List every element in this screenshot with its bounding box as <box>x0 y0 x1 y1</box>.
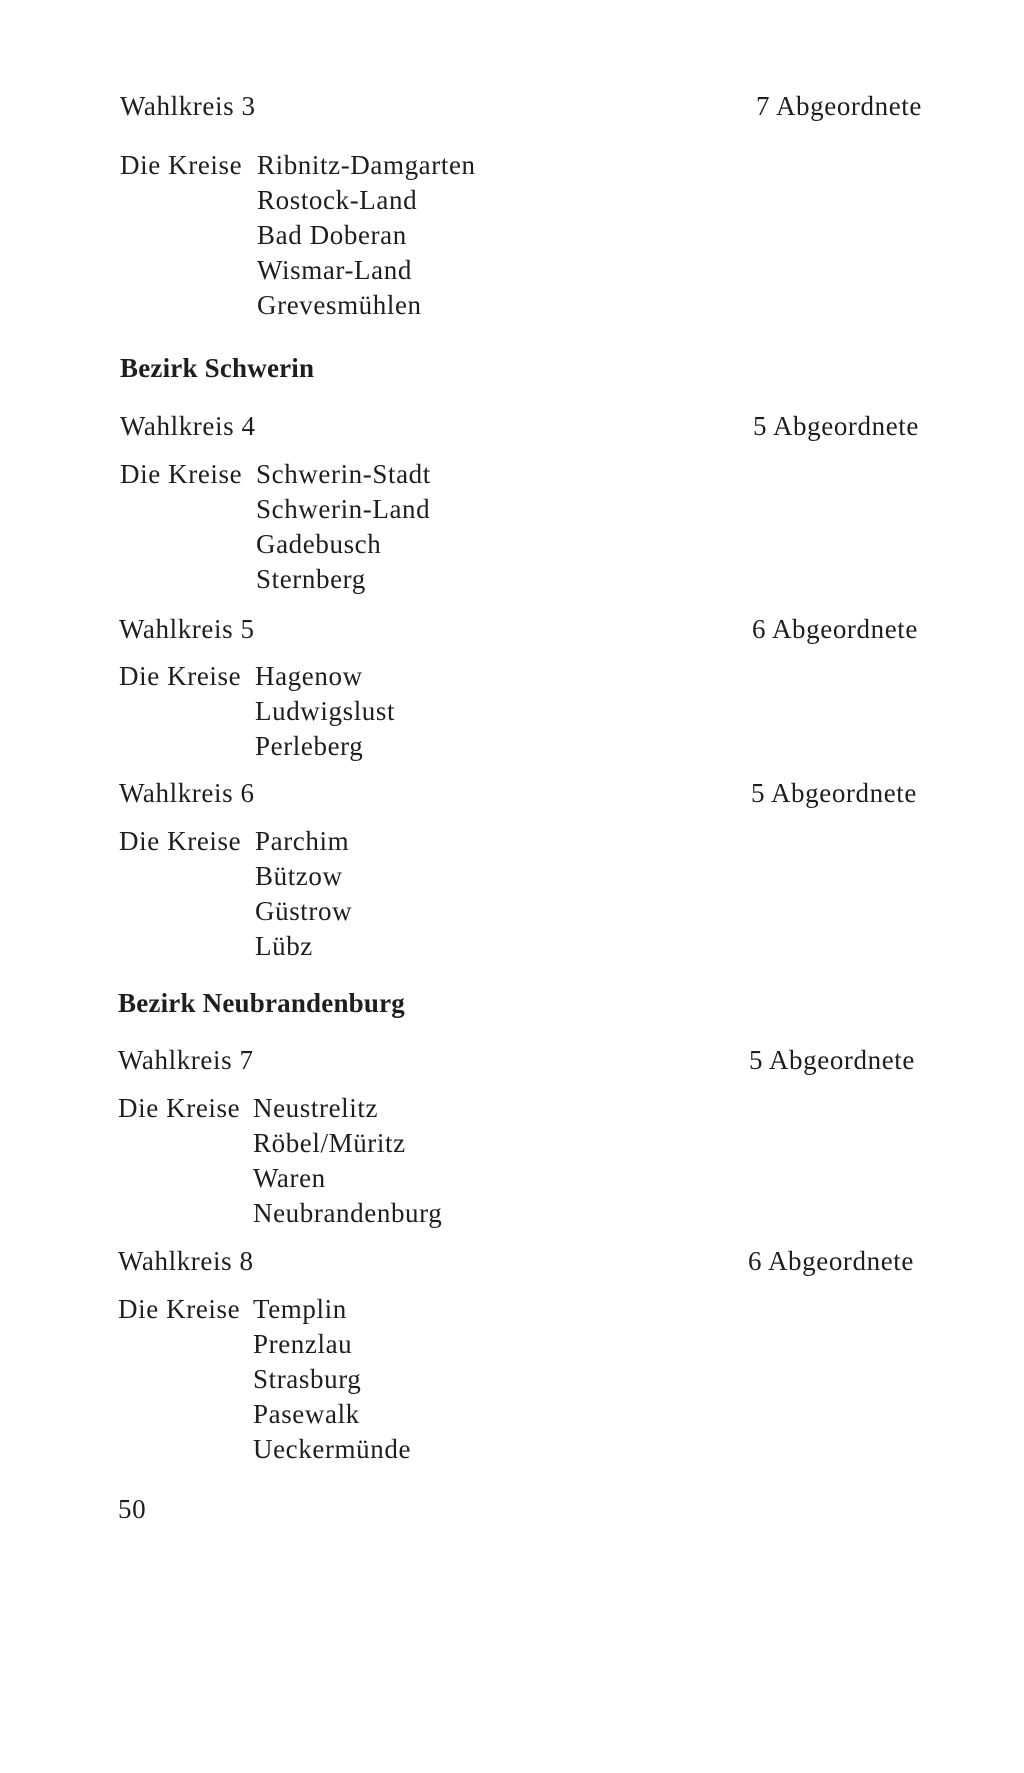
kreis-item: Waren <box>253 1163 326 1193</box>
wahlkreis-5-heading: Wahlkreis 5 <box>119 614 255 644</box>
wahlkreis-6-seats: 5 Abgeordnete <box>750 778 917 808</box>
kreis-item: Gadebusch <box>256 529 382 559</box>
kreis-item: Lübz <box>255 931 313 961</box>
kreis-item: Neubrandenburg <box>253 1198 443 1228</box>
kreis-item: Wismar-Land <box>257 255 412 285</box>
wahlkreis-7-heading: Wahlkreis 7 <box>118 1045 254 1075</box>
kreis-item: Prenzlau <box>253 1329 353 1359</box>
kreise-prefix: Die Kreise <box>120 150 243 180</box>
bezirk-heading: Bezirk Schwerin <box>120 353 315 383</box>
kreis-item: Neustrelitz <box>253 1093 379 1123</box>
kreise-prefix: Die Kreise <box>119 826 242 856</box>
kreis-item: Bad Doberan <box>257 220 407 250</box>
wahlkreis-5-seats: 6 Abgeordnete <box>751 614 918 644</box>
kreis-item: Röbel/Müritz <box>253 1128 406 1158</box>
kreis-item: Güstrow <box>255 896 353 926</box>
kreis-item: Templin <box>253 1294 347 1324</box>
kreis-item: Strasburg <box>253 1364 362 1394</box>
wahlkreis-7-seats: 5 Abgeordnete <box>748 1045 915 1075</box>
kreis-item: Rostock-Land <box>257 185 418 215</box>
kreis-item: Grevesmühlen <box>257 290 422 320</box>
page-number: 50 <box>118 1494 147 1524</box>
kreis-item: Bützow <box>255 861 343 891</box>
kreis-item: Ludwigslust <box>255 696 396 726</box>
kreis-item: Hagenow <box>255 661 363 691</box>
wahlkreis-6-heading: Wahlkreis 6 <box>119 778 255 808</box>
wahlkreis-3-seats: 7 Abgeordnete <box>755 91 922 121</box>
wahlkreis-8-heading: Wahlkreis 8 <box>118 1246 254 1276</box>
kreis-item: Pasewalk <box>253 1399 360 1429</box>
bezirk-heading: Bezirk Neubrandenburg <box>118 988 405 1018</box>
kreis-item: Ribnitz-Damgarten <box>257 150 476 180</box>
kreise-prefix: Die Kreise <box>118 1294 241 1324</box>
kreis-item: Perleberg <box>255 731 364 761</box>
wahlkreis-4-heading: Wahlkreis 4 <box>120 411 256 441</box>
kreise-prefix: Die Kreise <box>120 459 243 489</box>
kreis-item: Schwerin-Land <box>256 494 431 524</box>
kreise-prefix: Die Kreise <box>119 661 242 691</box>
wahlkreis-3-heading: Wahlkreis 3 <box>120 91 256 121</box>
kreis-item: Parchim <box>255 826 350 856</box>
kreis-item: Sternberg <box>256 564 366 594</box>
wahlkreis-4-seats: 5 Abgeordnete <box>752 411 919 441</box>
kreise-prefix: Die Kreise <box>118 1093 241 1123</box>
wahlkreis-8-seats: 6 Abgeordnete <box>747 1246 914 1276</box>
kreis-item: Ueckermünde <box>253 1434 412 1464</box>
kreis-item: Schwerin-Stadt <box>256 459 431 489</box>
